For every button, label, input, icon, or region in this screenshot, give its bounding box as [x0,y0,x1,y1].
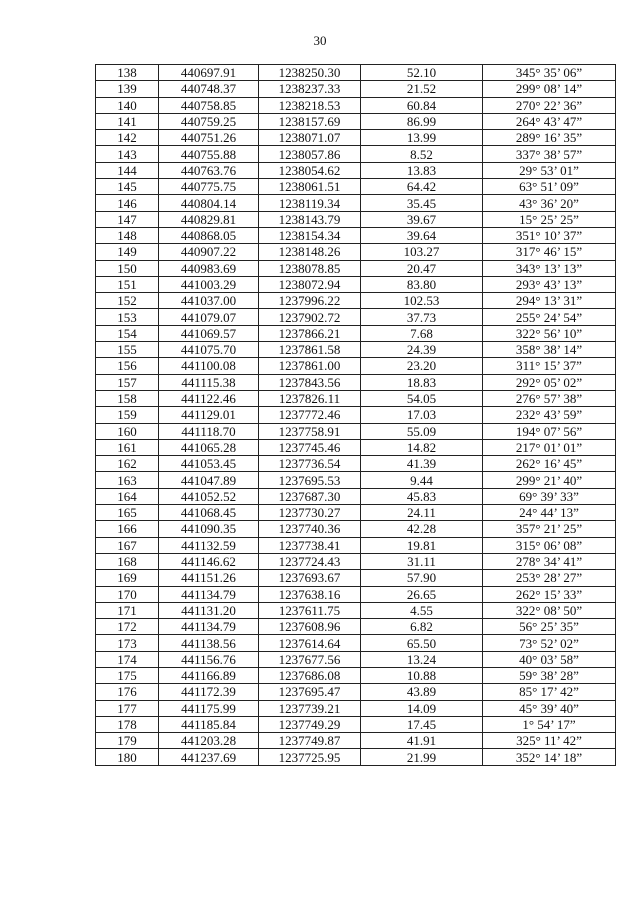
segment-length-cell: 103.27 [361,244,483,260]
point-number-cell: 141 [96,113,159,129]
point-number-cell: 177 [96,700,159,716]
x-coordinate-cell: 441100.08 [159,358,259,374]
segment-length-cell: 13.24 [361,651,483,667]
table-row [96,439,616,455]
segment-length-cell: 26.65 [361,586,483,602]
table-row [96,162,616,178]
direction-angle-cell: 232° 43’ 59” [483,407,616,423]
segment-length-cell: 39.67 [361,211,483,227]
segment-length-cell: 35.45 [361,195,483,211]
segment-length-cell: 21.52 [361,81,483,97]
table-row [96,293,616,309]
direction-angle-cell: 294° 13’ 31” [483,293,616,309]
y-coordinate-cell: 1237749.87 [259,733,361,749]
y-coordinate-cell: 1238078.85 [259,260,361,276]
direction-angle-cell: 63° 51’ 09” [483,179,616,195]
segment-length-cell: 7.68 [361,325,483,341]
direction-angle-cell: 299° 21’ 40” [483,472,616,488]
table-row [96,586,616,602]
table-row [96,423,616,439]
y-coordinate-cell: 1237677.56 [259,651,361,667]
point-number-cell: 148 [96,227,159,243]
direction-angle-cell: 194° 07’ 56” [483,423,616,439]
point-number-cell: 138 [96,65,159,81]
segment-length-cell: 45.83 [361,488,483,504]
point-number-cell: 161 [96,439,159,455]
table-row [96,342,616,358]
point-number-cell: 165 [96,505,159,521]
y-coordinate-cell: 1237611.75 [259,602,361,618]
x-coordinate-cell: 441203.28 [159,733,259,749]
y-coordinate-cell: 1237861.58 [259,342,361,358]
direction-angle-cell: 358° 38’ 14” [483,342,616,358]
table-row [96,309,616,325]
x-coordinate-cell: 441052.52 [159,488,259,504]
direction-angle-cell: 253° 28’ 27” [483,570,616,586]
x-coordinate-cell: 441129.01 [159,407,259,423]
segment-length-cell: 57.90 [361,570,483,586]
segment-length-cell: 43.89 [361,684,483,700]
x-coordinate-cell: 440907.22 [159,244,259,260]
x-coordinate-cell: 441166.89 [159,667,259,683]
direction-angle-cell: 1° 54’ 17” [483,716,616,732]
table-row [96,472,616,488]
table-row [96,700,616,716]
y-coordinate-cell: 1237730.27 [259,505,361,521]
y-coordinate-cell: 1237614.64 [259,635,361,651]
x-coordinate-cell: 441175.99 [159,700,259,716]
x-coordinate-cell: 441134.79 [159,586,259,602]
table-row [96,684,616,700]
segment-length-cell: 20.47 [361,260,483,276]
table-row [96,358,616,374]
direction-angle-cell: 345° 35’ 06” [483,65,616,81]
point-number-cell: 152 [96,293,159,309]
y-coordinate-cell: 1237902.72 [259,309,361,325]
point-number-cell: 143 [96,146,159,162]
table-row [96,635,616,651]
segment-length-cell: 13.99 [361,130,483,146]
point-number-cell: 179 [96,733,159,749]
table-row [96,227,616,243]
x-coordinate-cell: 440748.37 [159,81,259,97]
segment-length-cell: 102.53 [361,293,483,309]
segment-length-cell: 8.52 [361,146,483,162]
direction-angle-cell: 276° 57’ 38” [483,390,616,406]
point-number-cell: 144 [96,162,159,178]
point-number-cell: 174 [96,651,159,667]
x-coordinate-cell: 441151.26 [159,570,259,586]
y-coordinate-cell: 1238057.86 [259,146,361,162]
segment-length-cell: 54.05 [361,390,483,406]
table-row [96,537,616,553]
direction-angle-cell: 15° 25’ 25” [483,211,616,227]
y-coordinate-cell: 1238154.34 [259,227,361,243]
point-number-cell: 139 [96,81,159,97]
point-number-cell: 164 [96,488,159,504]
table-row [96,651,616,667]
x-coordinate-cell: 440804.14 [159,195,259,211]
y-coordinate-cell: 1238054.62 [259,162,361,178]
y-coordinate-cell: 1237745.46 [259,439,361,455]
y-coordinate-cell: 1237724.43 [259,553,361,569]
direction-angle-cell: 69° 39’ 33” [483,488,616,504]
x-coordinate-cell: 441156.76 [159,651,259,667]
direction-angle-cell: 322° 08’ 50” [483,602,616,618]
table-row [96,407,616,423]
direction-angle-cell: 299° 08’ 14” [483,81,616,97]
direction-angle-cell: 217° 01’ 01” [483,439,616,455]
point-number-cell: 146 [96,195,159,211]
point-number-cell: 155 [96,342,159,358]
table-row [96,749,616,765]
x-coordinate-cell: 441115.38 [159,374,259,390]
y-coordinate-cell: 1237695.53 [259,472,361,488]
point-number-cell: 140 [96,97,159,113]
segment-length-cell: 41.91 [361,733,483,749]
direction-angle-cell: 315° 06’ 08” [483,537,616,553]
table-row [96,65,616,81]
segment-length-cell: 42.28 [361,521,483,537]
y-coordinate-cell: 1237843.56 [259,374,361,390]
direction-angle-cell: 289° 16’ 35” [483,130,616,146]
y-coordinate-cell: 1237608.96 [259,619,361,635]
x-coordinate-cell: 441131.20 [159,602,259,618]
table-row [96,211,616,227]
direction-angle-cell: 56° 25’ 35” [483,619,616,635]
segment-length-cell: 13.83 [361,162,483,178]
x-coordinate-cell: 441079.07 [159,309,259,325]
y-coordinate-cell: 1237695.47 [259,684,361,700]
direction-angle-cell: 325° 11’ 42” [483,733,616,749]
y-coordinate-cell: 1237866.21 [259,325,361,341]
y-coordinate-cell: 1237758.91 [259,423,361,439]
y-coordinate-cell: 1237638.16 [259,586,361,602]
y-coordinate-cell: 1237725.95 [259,749,361,765]
segment-length-cell: 24.39 [361,342,483,358]
y-coordinate-cell: 1237739.21 [259,700,361,716]
x-coordinate-cell: 441047.89 [159,472,259,488]
x-coordinate-cell: 441069.57 [159,325,259,341]
table-row [96,716,616,732]
point-number-cell: 173 [96,635,159,651]
segment-length-cell: 31.11 [361,553,483,569]
point-number-cell: 158 [96,390,159,406]
direction-angle-cell: 351° 10’ 37” [483,227,616,243]
point-number-cell: 149 [96,244,159,260]
point-number-cell: 151 [96,276,159,292]
segment-length-cell: 17.03 [361,407,483,423]
y-coordinate-cell: 1237693.67 [259,570,361,586]
segment-length-cell: 14.82 [361,439,483,455]
direction-angle-cell: 311° 15’ 37” [483,358,616,374]
segment-length-cell: 19.81 [361,537,483,553]
direction-angle-cell: 293° 43’ 13” [483,276,616,292]
point-number-cell: 172 [96,619,159,635]
x-coordinate-cell: 441122.46 [159,390,259,406]
y-coordinate-cell: 1238119.34 [259,195,361,211]
table-row [96,390,616,406]
segment-length-cell: 64.42 [361,179,483,195]
direction-angle-cell: 278° 34’ 41” [483,553,616,569]
direction-angle-cell: 292° 05’ 02” [483,374,616,390]
coordinates-table-body [96,65,616,766]
segment-length-cell: 37.73 [361,309,483,325]
table-row [96,667,616,683]
table-row [96,97,616,113]
point-number-cell: 142 [96,130,159,146]
point-number-cell: 175 [96,667,159,683]
x-coordinate-cell: 440751.26 [159,130,259,146]
table-row [96,244,616,260]
x-coordinate-cell: 440868.05 [159,227,259,243]
y-coordinate-cell: 1237861.00 [259,358,361,374]
direction-angle-cell: 24° 44’ 13” [483,505,616,521]
table-row [96,488,616,504]
point-number-cell: 169 [96,570,159,586]
x-coordinate-cell: 440758.85 [159,97,259,113]
x-coordinate-cell: 441237.69 [159,749,259,765]
x-coordinate-cell: 440759.25 [159,113,259,129]
x-coordinate-cell: 440829.81 [159,211,259,227]
table-row [96,260,616,276]
direction-angle-cell: 357° 21’ 25” [483,521,616,537]
y-coordinate-cell: 1237686.08 [259,667,361,683]
point-number-cell: 156 [96,358,159,374]
y-coordinate-cell: 1238061.51 [259,179,361,195]
y-coordinate-cell: 1237996.22 [259,293,361,309]
table-row [96,195,616,211]
x-coordinate-cell: 441090.35 [159,521,259,537]
segment-length-cell: 41.39 [361,456,483,472]
x-coordinate-cell: 441068.45 [159,505,259,521]
x-coordinate-cell: 441037.00 [159,293,259,309]
y-coordinate-cell: 1238250.30 [259,65,361,81]
direction-angle-cell: 73° 52’ 02” [483,635,616,651]
x-coordinate-cell: 441185.84 [159,716,259,732]
direction-angle-cell: 270° 22’ 36” [483,97,616,113]
x-coordinate-cell: 441146.62 [159,553,259,569]
point-number-cell: 145 [96,179,159,195]
table-row [96,179,616,195]
x-coordinate-cell: 440755.88 [159,146,259,162]
x-coordinate-cell: 440983.69 [159,260,259,276]
segment-length-cell: 60.84 [361,97,483,113]
direction-angle-cell: 317° 46’ 15” [483,244,616,260]
segment-length-cell: 21.99 [361,749,483,765]
table-row [96,456,616,472]
segment-length-cell: 14.09 [361,700,483,716]
point-number-cell: 160 [96,423,159,439]
x-coordinate-cell: 441075.70 [159,342,259,358]
x-coordinate-cell: 440697.91 [159,65,259,81]
table-row [96,733,616,749]
x-coordinate-cell: 441134.79 [159,619,259,635]
y-coordinate-cell: 1238148.26 [259,244,361,260]
table-row [96,619,616,635]
segment-length-cell: 39.64 [361,227,483,243]
x-coordinate-cell: 441003.29 [159,276,259,292]
segment-length-cell: 55.09 [361,423,483,439]
y-coordinate-cell: 1237687.30 [259,488,361,504]
direction-angle-cell: 262° 15’ 33” [483,586,616,602]
segment-length-cell: 24.11 [361,505,483,521]
y-coordinate-cell: 1238071.07 [259,130,361,146]
table-row [96,146,616,162]
table-row [96,553,616,569]
table-row [96,276,616,292]
direction-angle-cell: 322° 56’ 10” [483,325,616,341]
point-number-cell: 157 [96,374,159,390]
table-row [96,602,616,618]
y-coordinate-cell: 1237740.36 [259,521,361,537]
segment-length-cell: 23.20 [361,358,483,374]
point-number-cell: 167 [96,537,159,553]
segment-length-cell: 83.80 [361,276,483,292]
direction-angle-cell: 352° 14’ 18” [483,749,616,765]
table-row [96,570,616,586]
y-coordinate-cell: 1238218.53 [259,97,361,113]
table-row [96,325,616,341]
point-number-cell: 147 [96,211,159,227]
segment-length-cell: 65.50 [361,635,483,651]
direction-angle-cell: 255° 24’ 54” [483,309,616,325]
segment-length-cell: 4.55 [361,602,483,618]
coordinates-table [95,64,616,766]
y-coordinate-cell: 1237826.11 [259,390,361,406]
point-number-cell: 159 [96,407,159,423]
table-row [96,81,616,97]
point-number-cell: 162 [96,456,159,472]
point-number-cell: 168 [96,553,159,569]
y-coordinate-cell: 1237738.41 [259,537,361,553]
y-coordinate-cell: 1237772.46 [259,407,361,423]
y-coordinate-cell: 1238157.69 [259,113,361,129]
x-coordinate-cell: 441053.45 [159,456,259,472]
segment-length-cell: 86.99 [361,113,483,129]
page-number: 30 [313,33,327,48]
direction-angle-cell: 40° 03’ 58” [483,651,616,667]
direction-angle-cell: 29° 53’ 01” [483,162,616,178]
segment-length-cell: 10.88 [361,667,483,683]
table-row [96,374,616,390]
point-number-cell: 154 [96,325,159,341]
segment-length-cell: 6.82 [361,619,483,635]
y-coordinate-cell: 1237736.54 [259,456,361,472]
table-row [96,130,616,146]
x-coordinate-cell: 441172.39 [159,684,259,700]
x-coordinate-cell: 441138.56 [159,635,259,651]
segment-length-cell: 18.83 [361,374,483,390]
y-coordinate-cell: 1237749.29 [259,716,361,732]
direction-angle-cell: 264° 43’ 47” [483,113,616,129]
point-number-cell: 176 [96,684,159,700]
direction-angle-cell: 343° 13’ 13” [483,260,616,276]
x-coordinate-cell: 441065.28 [159,439,259,455]
point-number-cell: 170 [96,586,159,602]
direction-angle-cell: 85° 17’ 42” [483,684,616,700]
direction-angle-cell: 59° 38’ 28” [483,667,616,683]
direction-angle-cell: 45° 39’ 40” [483,700,616,716]
y-coordinate-cell: 1238237.33 [259,81,361,97]
x-coordinate-cell: 441132.59 [159,537,259,553]
point-number-cell: 171 [96,602,159,618]
x-coordinate-cell: 440763.76 [159,162,259,178]
segment-length-cell: 17.45 [361,716,483,732]
y-coordinate-cell: 1238143.79 [259,211,361,227]
table-row [96,521,616,537]
point-number-cell: 150 [96,260,159,276]
y-coordinate-cell: 1238072.94 [259,276,361,292]
segment-length-cell: 9.44 [361,472,483,488]
table-row [96,505,616,521]
point-number-cell: 153 [96,309,159,325]
direction-angle-cell: 337° 38’ 57” [483,146,616,162]
point-number-cell: 163 [96,472,159,488]
point-number-cell: 178 [96,716,159,732]
direction-angle-cell: 262° 16’ 45” [483,456,616,472]
x-coordinate-cell: 440775.75 [159,179,259,195]
x-coordinate-cell: 441118.70 [159,423,259,439]
point-number-cell: 166 [96,521,159,537]
direction-angle-cell: 43° 36’ 20” [483,195,616,211]
table-row [96,113,616,129]
point-number-cell: 180 [96,749,159,765]
segment-length-cell: 52.10 [361,65,483,81]
